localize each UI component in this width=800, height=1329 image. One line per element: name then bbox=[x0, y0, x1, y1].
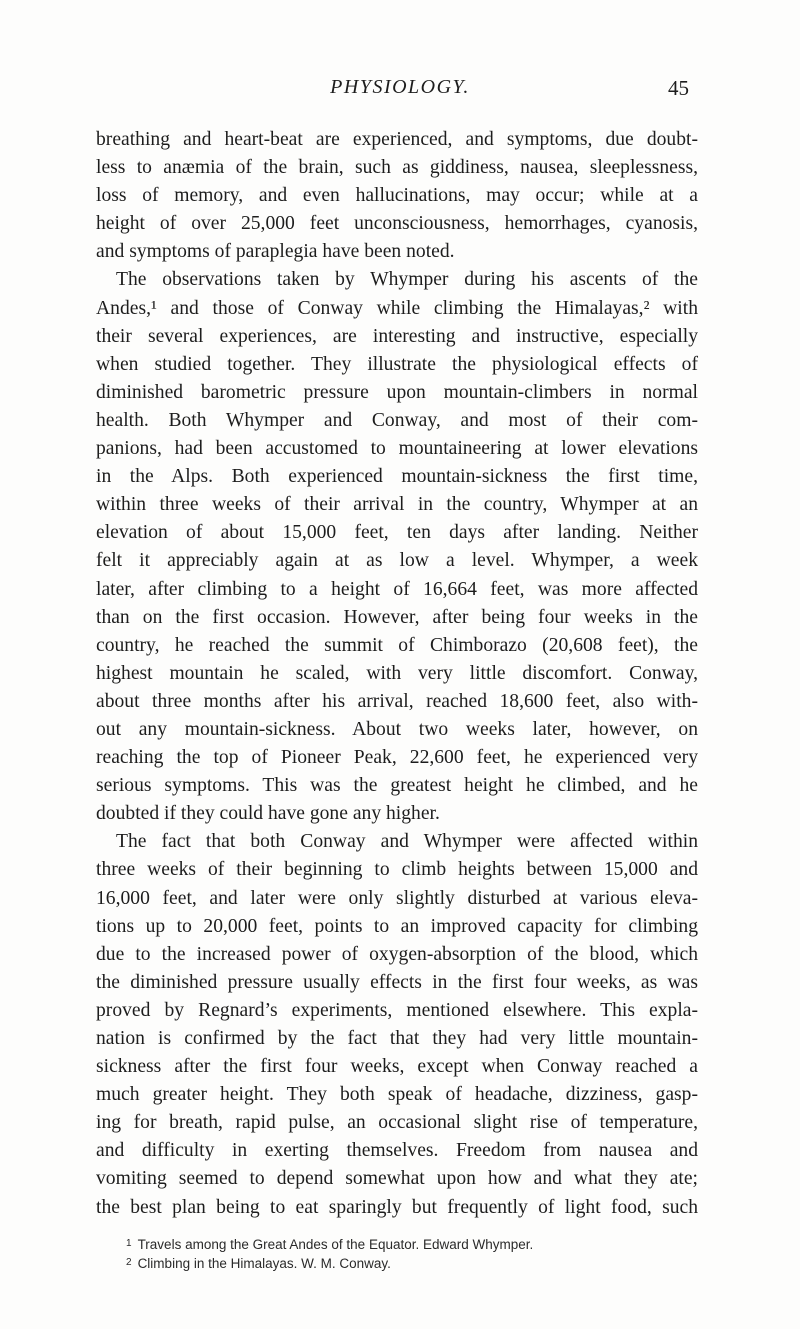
text-line: highest mountain he scaled, with very little discomfort. Conway, bbox=[96, 662, 698, 684]
text-line: when studied together. They illustrate the physiological effects of bbox=[96, 353, 698, 375]
text-line: country, he reached the summit of Chimborazo (20,608 feet), the bbox=[96, 634, 698, 656]
text-line: out any mountain-sickness. About two weeks later, however, on bbox=[96, 718, 698, 740]
footnote bbox=[126, 1234, 746, 1253]
text-line: sickness after the first four weeks, except when Conway reached a bbox=[96, 1056, 698, 1078]
text-line: The observations taken by Whymper during his ascents of the bbox=[116, 269, 698, 291]
text-line: Andes,¹ and those of Conway while climbing the Himalayas,² with bbox=[96, 297, 698, 319]
text-line: tions up to 20,000 feet, points to an improved capacity for climbing bbox=[96, 915, 698, 937]
text-line: much greater height. They both speak of headache, dizziness, gasp- bbox=[96, 1084, 698, 1106]
text-line: within three weeks of their arrival in the country, Whymper at an bbox=[96, 494, 698, 516]
text-line: vomiting seemed to depend somewhat upon how and what they ate; bbox=[96, 1168, 698, 1190]
footnote-marker: 1 bbox=[126, 1238, 132, 1249]
text-line: height of over 25,000 feet unconsciousness, hemorrhages, cyanosis, bbox=[96, 213, 698, 235]
text-line: doubted if they could have gone any higher. bbox=[96, 803, 440, 825]
running-title: PHYSIOLOGY. bbox=[330, 76, 470, 98]
text-line: three weeks of their beginning to climb heights between 15,000 and bbox=[96, 859, 698, 881]
text-line: in the Alps. Both experienced mountain-sickness the first time, bbox=[96, 466, 698, 488]
text-line: breathing and heart-beat are experienced, and symptoms, due doubt- bbox=[96, 129, 698, 150]
text-line: loss of memory, and even hallucinations, may occur; while at a bbox=[96, 185, 698, 207]
text-line: less to anæmia of the brain, such as giddiness, nausea, sleeplessness, bbox=[96, 157, 698, 179]
text-line: ing for breath, rapid pulse, an occasional slight rise of temperature, bbox=[96, 1112, 698, 1134]
text-line: 16,000 feet, and later were only slightly disturbed at various eleva- bbox=[96, 887, 698, 909]
text-line: proved by Regnard’s experiments, mentioned elsewhere. This expla- bbox=[96, 999, 698, 1021]
text-line: serious symptoms. This was the greatest height he climbed, and he bbox=[96, 775, 698, 797]
text-line: later, after climbing to a height of 16,664 feet, was more affected bbox=[96, 578, 698, 600]
text-line: felt it appreciably again at as low a level. Whymper, a week bbox=[96, 550, 698, 572]
text-line: health. Both Whymper and Conway, and most of their com- bbox=[96, 409, 698, 431]
text-line: the best plan being to eat sparingly but frequently of light food, such bbox=[96, 1196, 698, 1218]
text-line: and symptoms of paraplegia have been noted. bbox=[96, 241, 455, 263]
text-line: The fact that both Conway and Whymper were affected within bbox=[116, 831, 698, 853]
running-head bbox=[0, 76, 800, 102]
footnotes bbox=[126, 1234, 746, 1272]
text-line: diminished barometric pressure upon mountain-climbers in normal bbox=[96, 381, 698, 403]
footnote-marker: 2 bbox=[126, 1257, 132, 1268]
body-text bbox=[96, 126, 698, 1222]
text-line: about three months after his arrival, reached 18,600 feet, also with- bbox=[96, 690, 698, 712]
text-line: panions, had been accustomed to mountaineering at lower elevations bbox=[96, 438, 698, 460]
text-line: the diminished pressure usually effects in the first four weeks, as was bbox=[96, 971, 698, 993]
text-line: reaching the top of Pioneer Peak, 22,600 feet, he experienced very bbox=[96, 747, 698, 769]
text-line: due to the increased power of oxygen-absorption of the blood, which bbox=[96, 943, 698, 965]
footnote bbox=[126, 1253, 746, 1272]
page-number: 45 bbox=[668, 76, 689, 100]
text-line: elevation of about 15,000 feet, ten days after landing. Neither bbox=[96, 522, 698, 544]
text-line: their several experiences, are interesting and instructive, especially bbox=[96, 325, 698, 347]
footnote-text: Travels among the Great Andes of the Equator. Edward Whymper. bbox=[137, 1237, 534, 1252]
text-line: and difficulty in exerting themselves. Freedom from nausea and bbox=[96, 1140, 698, 1162]
text-line: than on the first occasion. However, after being four weeks in the bbox=[96, 606, 698, 628]
footnote-text: Climbing in the Himalayas. W. M. Conway. bbox=[137, 1256, 391, 1271]
text-line: nation is confirmed by the fact that they had very little mountain- bbox=[96, 1028, 698, 1049]
